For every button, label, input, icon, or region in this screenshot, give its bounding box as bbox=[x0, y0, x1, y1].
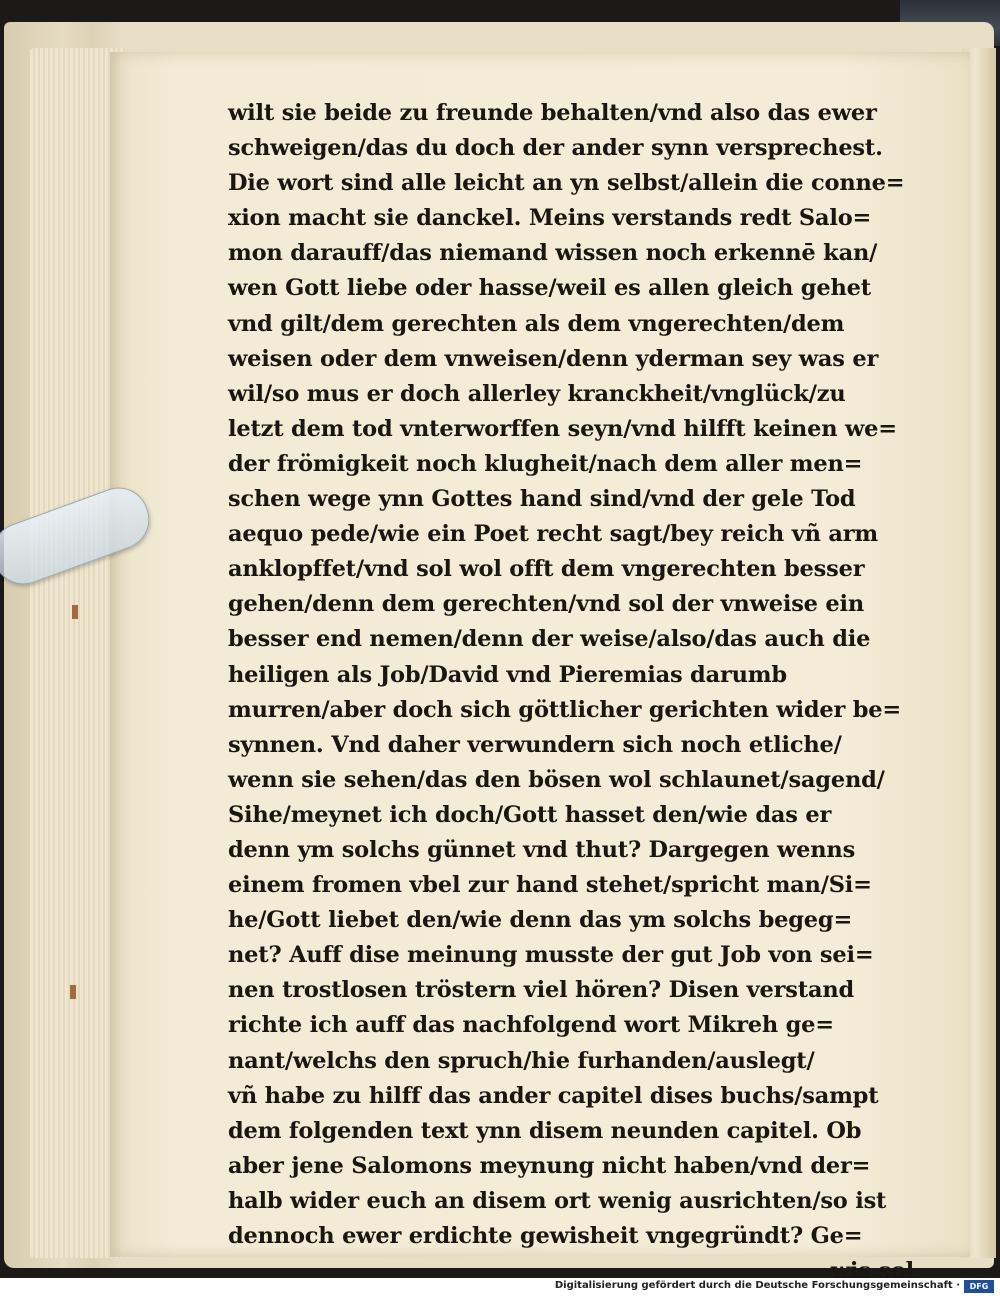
text-line: aber jene Salomons meynung nicht haben/vnd der= bbox=[228, 1152, 871, 1179]
dfg-logo: DFG bbox=[964, 1280, 994, 1293]
text-line: nen trostlosen tröstern viel hören? Disen verstand bbox=[228, 977, 855, 1004]
text-line: halb wider euch an disem ort wenig ausrichten/so ist bbox=[228, 1187, 887, 1214]
text-line: richte ich auff das nachfolgend wort Mikreh ge= bbox=[228, 1012, 834, 1039]
text-line: wen Gott liebe oder hasse/weil es allen gleich gehet bbox=[228, 275, 871, 302]
text-line: nant/welchs den spruch/hie furhanden/auslegt/ bbox=[228, 1047, 815, 1074]
paper-tear-mark bbox=[70, 985, 76, 999]
text-line: vnd gilt/dem gerechten als dem vngerechten/dem bbox=[228, 310, 845, 337]
text-line: denn ym solchs günnet vnd thut? Dargegen wenns bbox=[228, 836, 856, 863]
text-line: wilt sie beide zu freunde behalten/vnd also das ewer bbox=[228, 100, 877, 126]
text-line: net? Auff dise meinung musste der gut Job von sei= bbox=[228, 942, 874, 969]
text-line: synnen. Vnd daher verwundern sich noch etliche/ bbox=[228, 731, 842, 758]
text-line: letzt dem tod vnterworffen seyn/vnd hilfft keinen we= bbox=[228, 415, 897, 442]
text-line: heiligen als Job/David vnd Pieremias darumb bbox=[228, 661, 787, 688]
text-line: aequo pede/wie ein Poet recht sagt/bey reich vñ arm bbox=[228, 521, 879, 548]
digitization-footer bbox=[0, 1278, 1000, 1296]
text-line: dem folgenden text ynn disem neunden capitel. Ob bbox=[228, 1117, 862, 1144]
paper-tear-mark bbox=[72, 605, 78, 619]
text-line: murren/aber doch sich göttlicher gerichten wider be= bbox=[228, 696, 902, 723]
text-line: der frömigkeit noch klugheit/nach dem aller men= bbox=[228, 450, 863, 477]
text-line: schen wege ynn Gottes hand sind/vnd der gele Tod bbox=[228, 486, 856, 513]
text-line: wil/so mus er doch allerley kranckheit/vnglück/zu bbox=[228, 380, 846, 407]
text-line: he/Gott liebet den/wie denn das ym solchs begeg= bbox=[228, 907, 853, 934]
text-line: vñ habe zu hilff das ander capitel dises buchs/sampt bbox=[228, 1082, 879, 1109]
text-line: gehen/denn dem gerechten/vnd sol der vnweise ein bbox=[228, 591, 865, 618]
page-text-block bbox=[228, 96, 918, 1278]
text-line: weisen oder dem vnweisen/denn yderman sey was er bbox=[228, 345, 879, 372]
text-line: schweigen/das du doch der ander synn versprechest. bbox=[228, 135, 883, 162]
text-line: einem fromen vbel zur hand stehet/spricht man/Si= bbox=[228, 872, 872, 899]
text-line: anklopffet/vnd sol wol offt dem vngerechten besser bbox=[228, 556, 865, 583]
text-line: dennoch ewer erdichte gewisheit vngegründt? Ge= bbox=[228, 1223, 863, 1249]
text-line: Sihe/meynet ich doch/Gott hasset den/wie das er bbox=[228, 801, 832, 828]
text-line: mon darauff/das niemand wissen noch erkennē kan/ bbox=[228, 240, 878, 267]
catchword: wis sol bbox=[830, 1258, 914, 1278]
text-line: xion macht sie danckel. Meins verstands redt Salo= bbox=[228, 205, 872, 232]
text-line: Die wort sind alle leicht an yn selbst/allein die conne= bbox=[228, 170, 905, 197]
funding-credit: Digitalisierung gefördert durch die Deutsche Forschungsgemeinschaft · bbox=[554, 1280, 960, 1291]
text-line: besser end nemen/denn der weise/also/das auch die bbox=[228, 626, 871, 653]
text-line: wenn sie sehen/das den bösen wol schlaunet/sagend/ bbox=[228, 766, 885, 793]
